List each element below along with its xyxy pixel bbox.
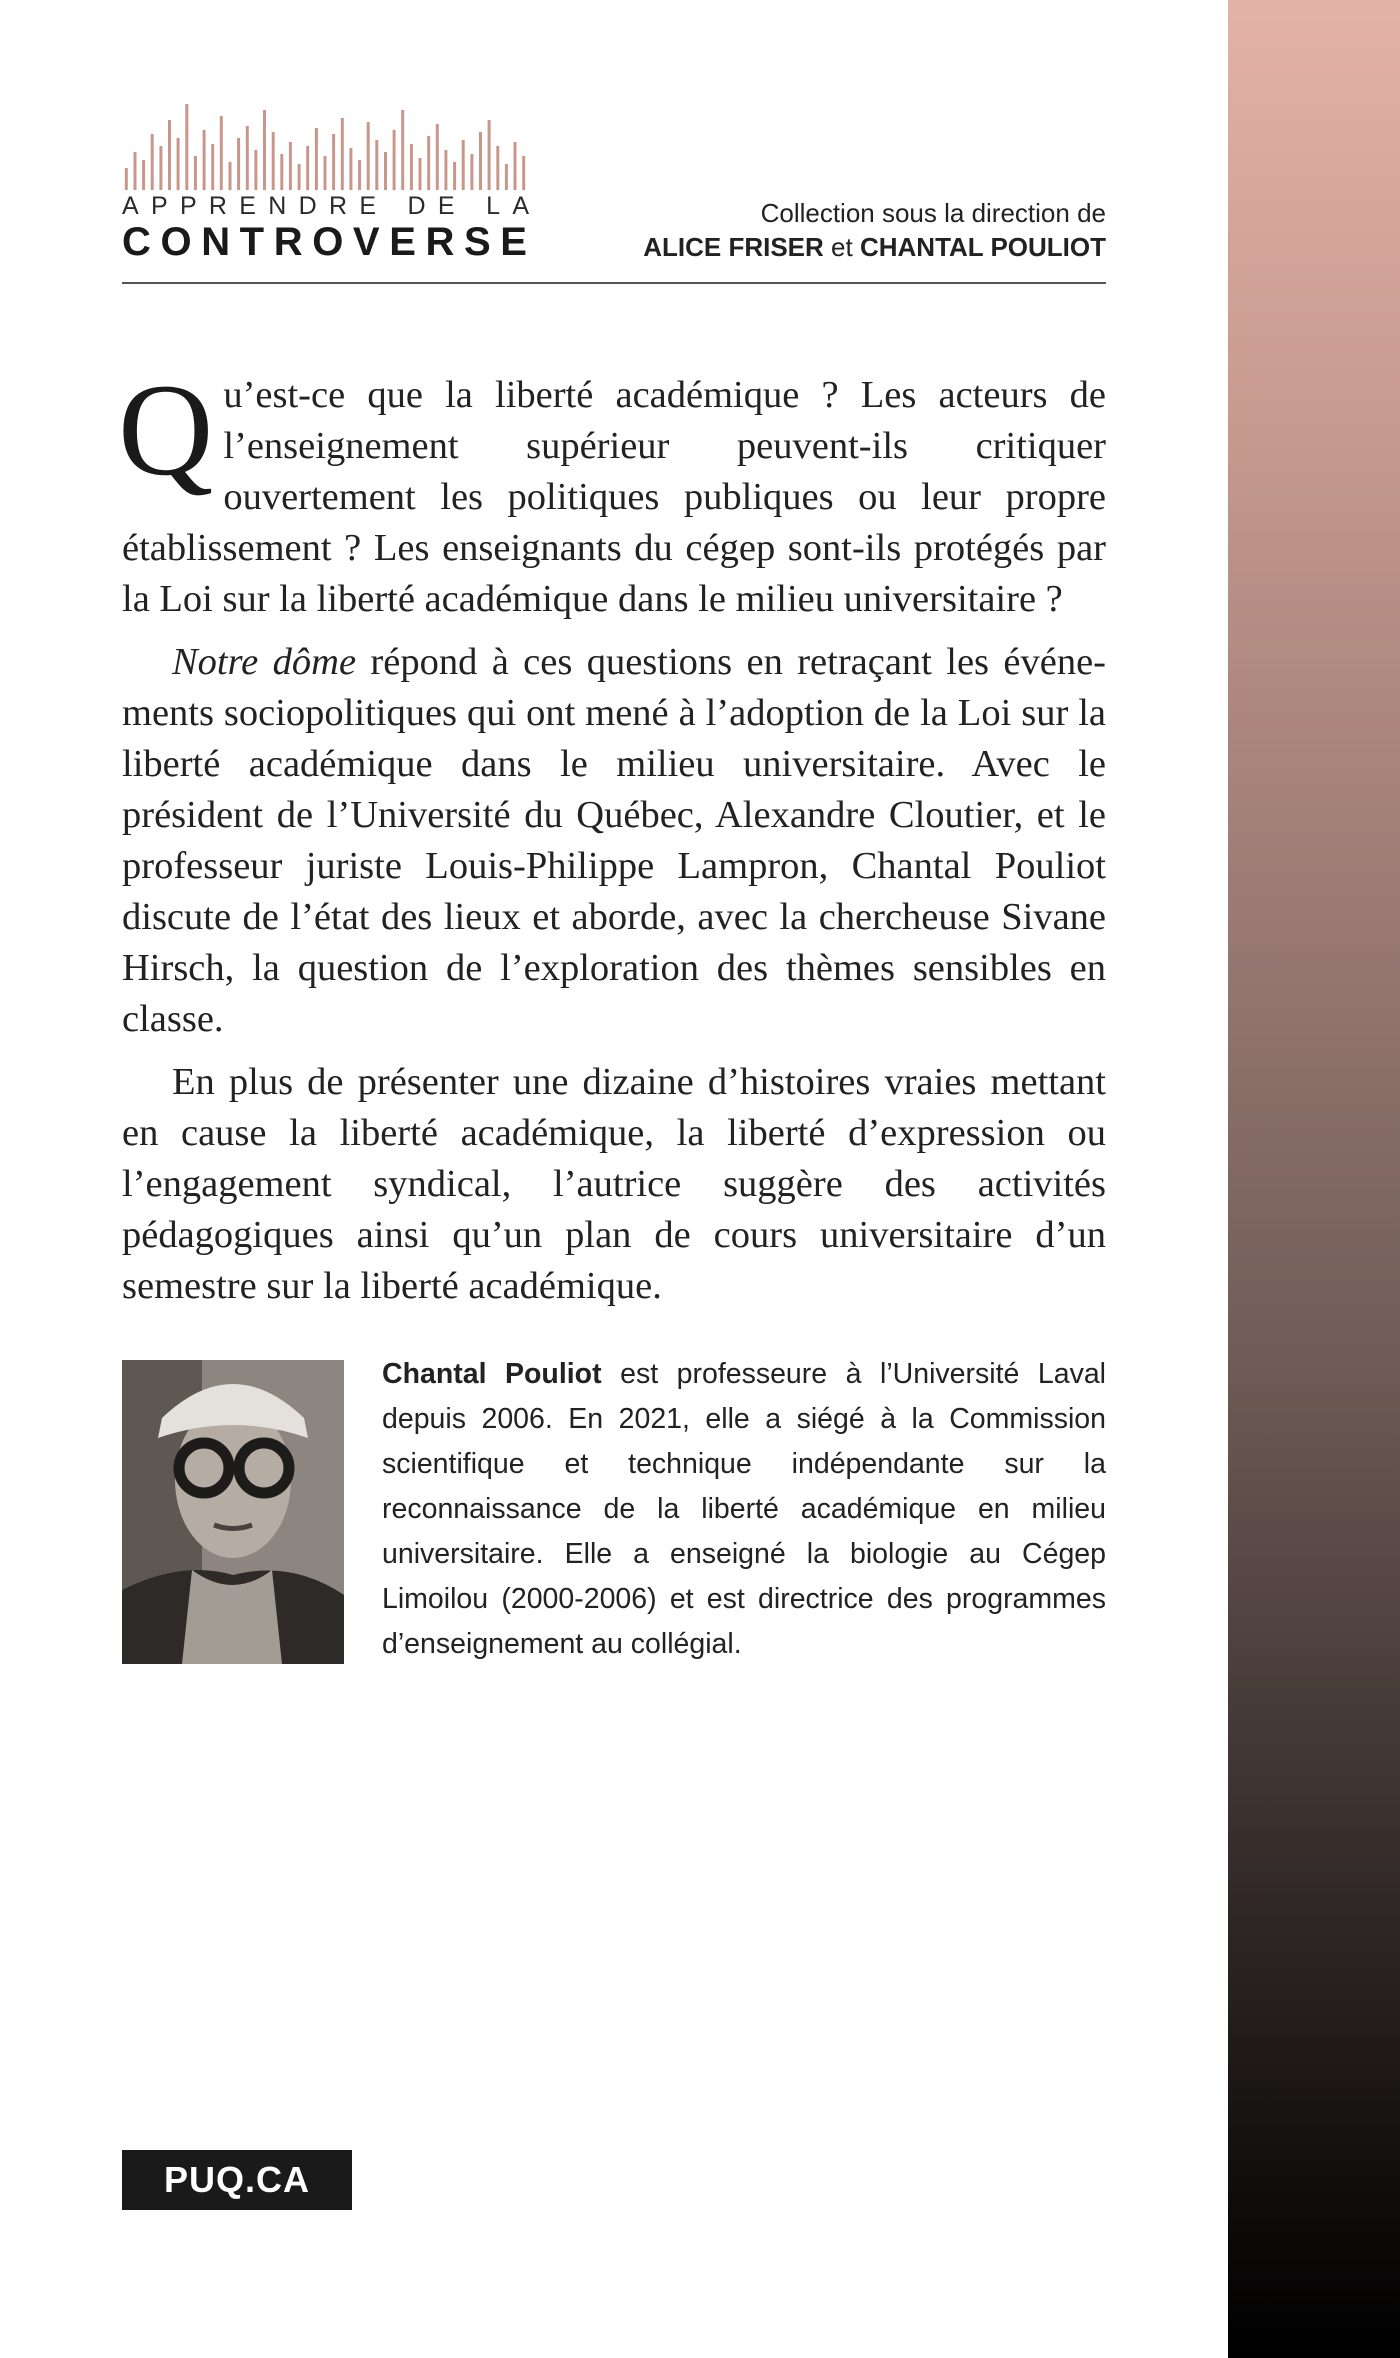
logo-bar bbox=[203, 130, 206, 190]
author-bio bbox=[382, 1352, 1106, 1667]
logo-bar bbox=[151, 134, 154, 190]
logo-bar bbox=[125, 168, 128, 190]
logo-bar bbox=[306, 146, 309, 190]
logo-line-apprendre: APPRENDRE DE LA bbox=[122, 192, 542, 220]
logo-bar bbox=[229, 162, 232, 190]
logo-bar bbox=[237, 138, 240, 190]
logo-bar bbox=[496, 146, 499, 190]
author-portrait-illustration bbox=[122, 1360, 344, 1664]
logo-bar bbox=[393, 130, 396, 190]
publisher-badge[interactable]: PUQ.CA bbox=[122, 2150, 352, 2210]
logo-bar bbox=[246, 126, 249, 190]
logo-bar bbox=[220, 116, 223, 190]
director-2: CHANTAL POULIOT bbox=[859, 232, 1106, 262]
blurb-paragraph-1-text: u’est-ce que la liberté académique ? Les acteurs de l’enseignement supérieur peuvent-ils critiquer ouvertement les politiques publiques ou leur propre établissement ? Les enseignants du cégep sont-ils protégés par la Loi sur la liberté académique dans le milieu universitaire ? bbox=[122, 374, 1106, 620]
logo-bar bbox=[436, 124, 439, 190]
logo-bar bbox=[358, 160, 361, 190]
logo-bar bbox=[514, 142, 517, 190]
blurb-paragraph-2 bbox=[122, 637, 1106, 1045]
logo-bar bbox=[168, 120, 171, 190]
logo-bar bbox=[254, 150, 257, 190]
logo-bar bbox=[522, 156, 525, 190]
logo-bar bbox=[341, 118, 344, 190]
book-title: Notre dôme bbox=[172, 641, 357, 683]
logo-bar bbox=[332, 134, 335, 190]
logo-bar bbox=[349, 148, 352, 190]
logo-bar bbox=[419, 158, 422, 190]
drop-cap: Q bbox=[118, 356, 214, 503]
logo-bar bbox=[134, 152, 137, 190]
blurb bbox=[118, 356, 1106, 1324]
blurb-paragraph-2-text: répond à ces questions en retraçant les événements sociopolitiques qui ont mené à l’adoption de la Loi sur la liberté académique dans le milieu universitaire. Avec le président de l’Université du Québec, Alexandre Cloutier, et le professeur juriste Louis-Philippe Lampron, Chantal Pouliot discute de l’état des lieux et aborde, avec la chercheuse Sivane Hirsch, la question de l’exploration des thèmes sensibles en classe. bbox=[122, 641, 1106, 1040]
collection-credit bbox=[643, 196, 1106, 264]
logo-bar bbox=[453, 162, 456, 190]
blurb-paragraph-1 bbox=[118, 356, 1106, 625]
logo-bar bbox=[177, 138, 180, 190]
logo-bar bbox=[427, 136, 430, 190]
author-photo bbox=[122, 1360, 344, 1664]
logo-bar bbox=[462, 140, 465, 190]
logo-bar bbox=[488, 120, 491, 190]
logo-bar bbox=[159, 146, 162, 190]
series-logo bbox=[122, 98, 542, 268]
logo-bar bbox=[479, 132, 482, 190]
header-divider bbox=[122, 282, 1106, 284]
director-1: ALICE FRISER bbox=[643, 232, 824, 262]
author-name: Chantal Pouliot bbox=[382, 1358, 602, 1390]
logo-bar bbox=[367, 122, 370, 190]
logo-bar bbox=[272, 132, 275, 190]
logo-bar bbox=[263, 110, 266, 190]
author-bio-text: est professeure à l’Université Laval depuis 2006. En 2021, elle a siégé à la Commission scientifique et technique indépendante sur la reconnaissance de la liberté académique en milieu universitaire. Elle a enseigné la biologie au Cégep Limoilou (2000-2006) et est directrice des programmes d’enseignement au collégial. bbox=[382, 1358, 1106, 1660]
logo-bar bbox=[315, 128, 318, 190]
logo-bar bbox=[185, 104, 188, 190]
logo-bar bbox=[298, 164, 301, 190]
logo-bar bbox=[280, 154, 283, 190]
logo-bar bbox=[194, 156, 197, 190]
logo-bar bbox=[289, 142, 292, 190]
blurb-paragraph-3: En plus de présenter une dizaine d’histoires vraies mettant en cause la liberté académique, la liberté d’expression ou l’engagement syndical, l’autrice suggère des activités pédagogiques ainsi qu’un plan de cours universitaire d’un semestre sur la liberté académique. bbox=[122, 1061, 1106, 1307]
sound-bars-graphic bbox=[122, 98, 528, 190]
logo-bar bbox=[470, 154, 473, 190]
logo-bar bbox=[505, 164, 508, 190]
logo-line-controverse: CONTROVERSE bbox=[122, 220, 537, 264]
collection-directors bbox=[643, 230, 1106, 264]
logo-bar bbox=[410, 144, 413, 190]
logo-bar bbox=[142, 160, 145, 190]
logo-bar bbox=[211, 144, 214, 190]
logo-bar bbox=[324, 156, 327, 190]
logo-bar bbox=[444, 150, 447, 190]
logo-bar bbox=[375, 140, 378, 190]
collection-intro: Collection sous la direction de bbox=[760, 198, 1106, 228]
side-gradient-band bbox=[1228, 0, 1400, 2358]
logo-bar bbox=[384, 152, 387, 190]
director-conjunction: et bbox=[831, 232, 853, 262]
logo-bar bbox=[401, 110, 404, 190]
